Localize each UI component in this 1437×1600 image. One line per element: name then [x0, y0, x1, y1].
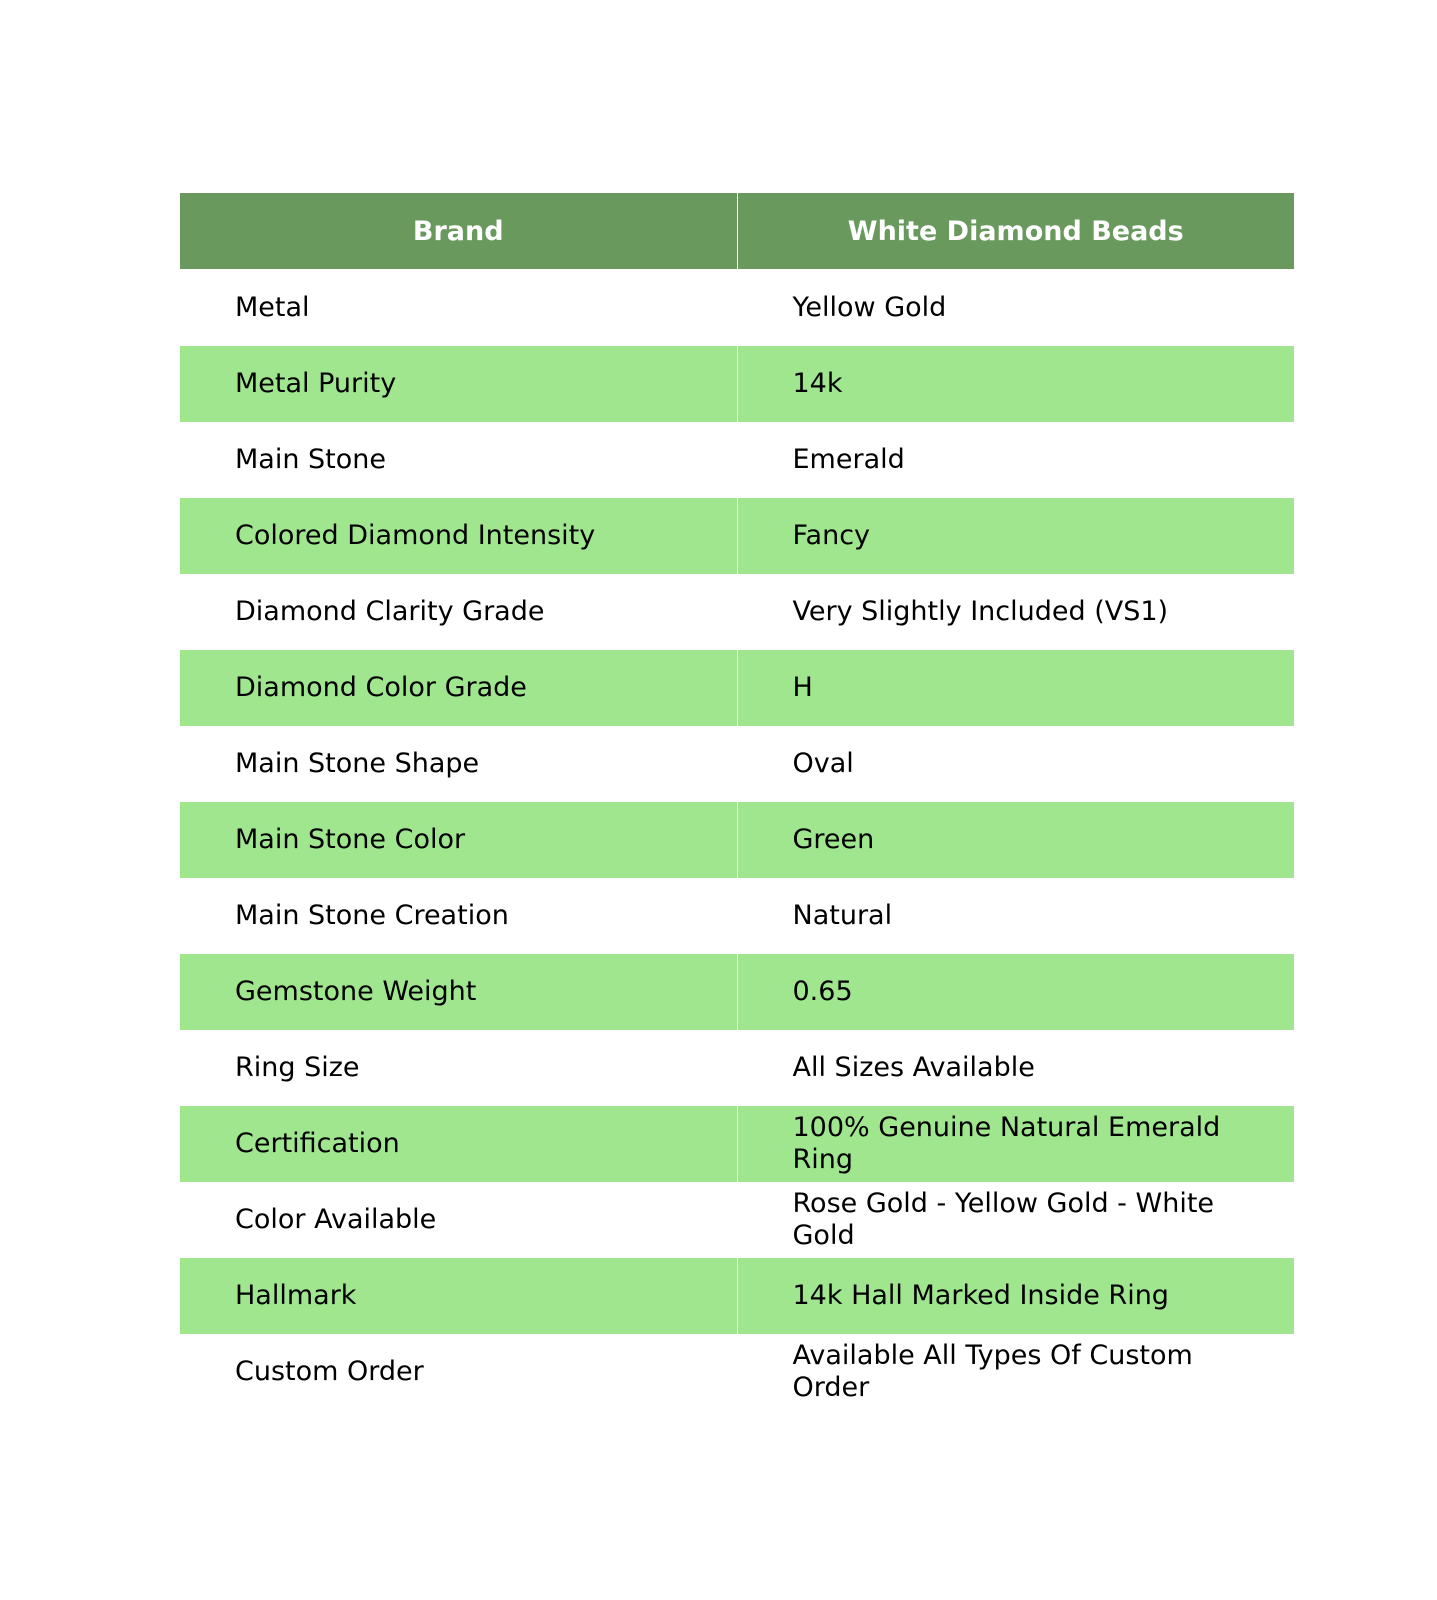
row-value — [737, 878, 1294, 954]
row-label: Gemstone Weight — [180, 954, 737, 1030]
row-label: Main Stone — [180, 422, 737, 498]
row-value-text: All Sizes Available — [792, 1051, 1035, 1083]
row-value-text: 0.65 — [792, 975, 853, 1007]
row-value-text: Oval — [792, 747, 854, 779]
row-value — [737, 954, 1294, 1030]
row-value — [737, 346, 1294, 422]
row-label: Main Stone Creation — [180, 878, 737, 954]
table-row — [180, 1258, 1294, 1334]
product-spec-table — [180, 193, 1294, 1410]
row-value — [737, 1334, 1294, 1410]
row-value-text: H — [792, 671, 813, 703]
row-value — [737, 726, 1294, 802]
table-row — [180, 1030, 1294, 1106]
row-value-text: Natural — [792, 899, 893, 931]
row-label: Hallmark — [180, 1258, 737, 1334]
row-value-text: Emerald — [792, 443, 905, 475]
row-value — [737, 574, 1294, 650]
row-value — [737, 422, 1294, 498]
row-value — [737, 1182, 1294, 1258]
row-value-text: Yellow Gold — [792, 291, 947, 323]
row-value — [737, 1258, 1294, 1334]
row-value — [737, 270, 1294, 346]
row-value-text: 100% Genuine Natural Emerald Ring — [792, 1111, 1221, 1175]
row-value — [737, 1106, 1294, 1182]
table-row — [180, 1334, 1294, 1410]
row-label: Colored Diamond Intensity — [180, 498, 737, 574]
row-value-text: 14k Hall Marked Inside Ring — [792, 1279, 1169, 1311]
row-label: Main Stone Shape — [180, 726, 737, 802]
row-label: Ring Size — [180, 1030, 737, 1106]
row-label: Diamond Clarity Grade — [180, 574, 737, 650]
table-row — [180, 1106, 1294, 1182]
table-row — [180, 498, 1294, 574]
row-value-text: Available All Types Of Custom Order — [792, 1339, 1193, 1403]
row-label: Diamond Color Grade — [180, 650, 737, 726]
table-row — [180, 954, 1294, 1030]
row-label: Metal — [180, 270, 737, 346]
row-value-text: Very Slightly Included (VS1) — [792, 595, 1169, 627]
table-row — [180, 422, 1294, 498]
row-value-text: Rose Gold - Yellow Gold - White Gold — [792, 1187, 1215, 1251]
table-row — [180, 574, 1294, 650]
row-value — [737, 802, 1294, 878]
table-header-row — [180, 193, 1294, 270]
table-row — [180, 726, 1294, 802]
table-row — [180, 650, 1294, 726]
row-value-text: 14k — [792, 367, 843, 399]
table-row — [180, 270, 1294, 346]
table-row — [180, 346, 1294, 422]
table-row — [180, 878, 1294, 954]
row-label: Main Stone Color — [180, 802, 737, 878]
row-value-text: Fancy — [792, 519, 871, 551]
table-row — [180, 802, 1294, 878]
row-value — [737, 1030, 1294, 1106]
header-brand: Brand — [180, 193, 737, 270]
row-label: Color Available — [180, 1182, 737, 1258]
row-label: Certification — [180, 1106, 737, 1182]
row-value-text: Green — [792, 823, 875, 855]
row-value — [737, 498, 1294, 574]
header-brand-value: White Diamond Beads — [737, 193, 1294, 270]
row-label: Custom Order — [180, 1334, 737, 1410]
table-row — [180, 1182, 1294, 1258]
row-label: Metal Purity — [180, 346, 737, 422]
row-value — [737, 650, 1294, 726]
